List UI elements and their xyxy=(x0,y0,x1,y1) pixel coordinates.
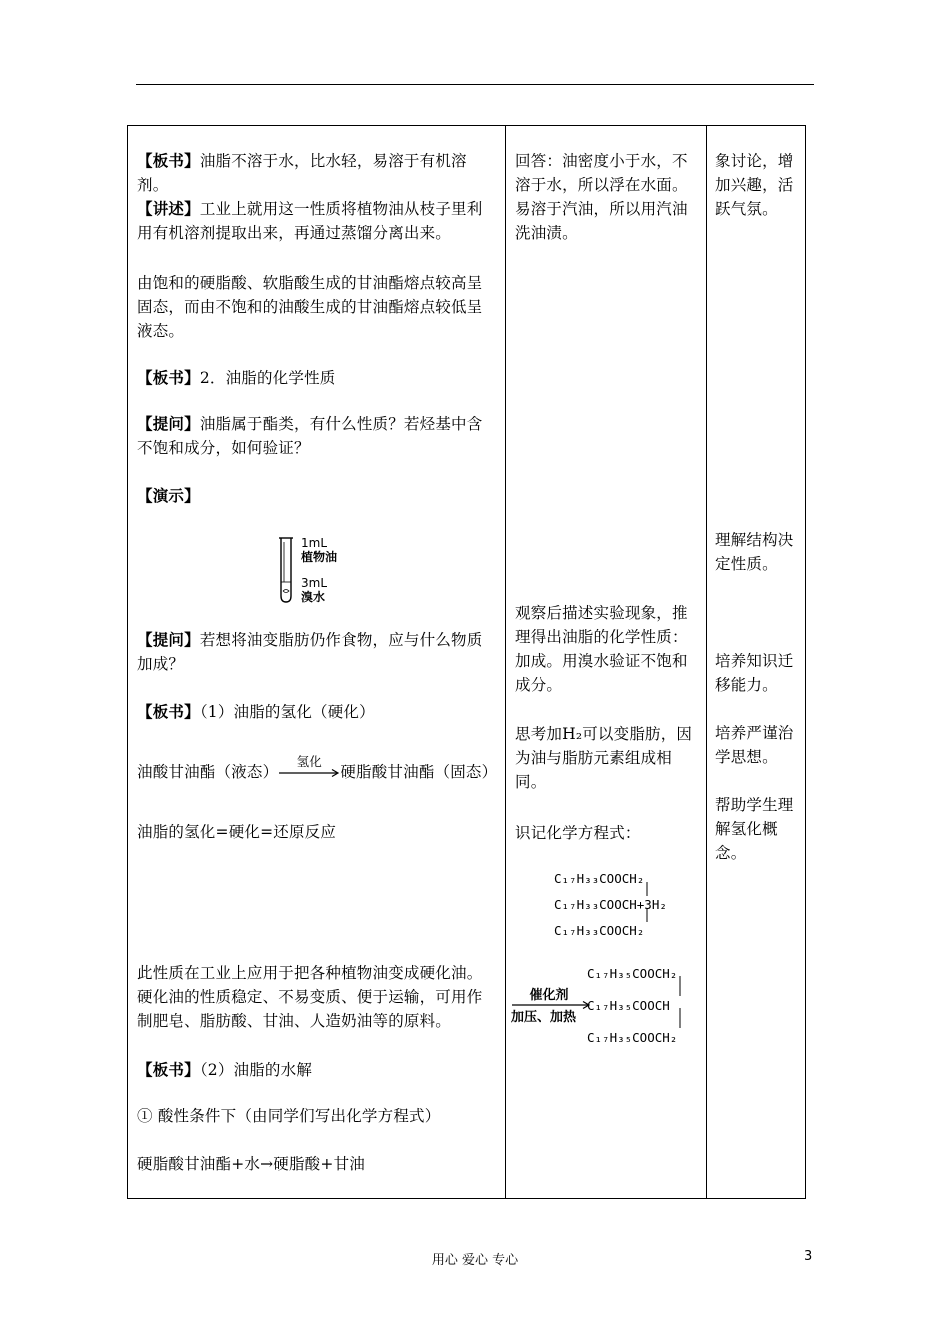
column-divider-1 xyxy=(505,126,506,1198)
eq-arrow xyxy=(278,754,340,784)
tag: 【板书】 xyxy=(137,151,200,170)
left-p8 xyxy=(137,700,497,724)
reactant-structure xyxy=(554,866,667,944)
tag: 【讲述】 xyxy=(137,199,200,218)
left-p11 xyxy=(137,1058,497,1082)
text: （1）油脂的氢化（硬化） xyxy=(199,703,375,721)
eq-condition: 氢化 xyxy=(296,754,323,769)
lesson-table xyxy=(127,125,806,1199)
text: 若想将油变脂肪仍作食物，应与什么物质加成？ xyxy=(137,631,483,673)
tag: 【提问】 xyxy=(137,414,200,433)
text: 硬脂酸甘油酯+水→硬脂酸+甘油 xyxy=(137,1155,365,1173)
tag: 【板书】 xyxy=(137,1060,200,1079)
left-p2 xyxy=(137,197,497,245)
condition-pressure-heat: 加压、加热 xyxy=(511,1010,577,1025)
footer-motto: 用心 爱心 专心 xyxy=(431,1253,519,1268)
test-tube-figure xyxy=(278,536,368,608)
label-1ml: 1mL xyxy=(301,536,328,550)
left-p3 xyxy=(137,271,497,343)
page-number: 3 xyxy=(804,1249,813,1264)
left-p10 xyxy=(137,961,497,1033)
reactant-line-2: C₁₇H₃₃COOCH+3H₂ xyxy=(554,897,667,912)
middle-m4: 识记化学方程式： xyxy=(515,824,641,842)
left-p5 xyxy=(137,412,497,460)
left-p12 xyxy=(137,1104,497,1128)
right-r4: 培养严谨治学思想。 xyxy=(715,724,794,766)
reactant-line-3: C₁₇H₃₃COOCH₂ xyxy=(554,923,645,938)
tag: 【提问】 xyxy=(137,630,200,649)
hydrogenation-equation xyxy=(137,754,498,784)
header-rule xyxy=(136,84,814,85)
product-line-1: C₁₇H₃₅COOCH₂ xyxy=(587,966,678,981)
product-line-3: C₁₇H₃₅COOCH₂ xyxy=(587,1030,678,1045)
left-p9 xyxy=(137,820,497,844)
text: 由饱和的硬脂酸、软脂酸生成的甘油酯熔点较高呈固态，而由不饱和的油酸生成的甘油酯熔点较低呈液态。 xyxy=(137,274,483,340)
right-r2: 理解结构决定性质。 xyxy=(715,531,794,573)
product-structure xyxy=(587,958,677,1054)
product-bonds-icon xyxy=(679,972,681,1052)
middle-m2: 观察后描述实验现象，推理得出油脂的化学性质：加成。用溴水验证不饱和成分。 xyxy=(515,604,688,694)
label-bromine-water: 溴水 xyxy=(301,590,326,604)
reactant-line-1: C₁₇H₃₃COOCH₂ xyxy=(554,871,645,886)
label-3ml: 3mL xyxy=(301,576,328,590)
right-r1: 象讨论，增加兴趣，活跃气氛。 xyxy=(715,152,794,218)
text: 2．油脂的化学性质 xyxy=(199,369,336,387)
label-vegetable-oil: 植物油 xyxy=(301,550,338,564)
text: （2）油脂的水解 xyxy=(199,1061,313,1079)
text: 此性质在工业上应用于把各种植物油变成硬化油。硬化油的性质稳定、不易变质、便于运输，可用作制肥皂、脂肪酸、甘油、人造奶油等的原料。 xyxy=(137,964,483,1030)
middle-m3: 思考加H₂可以变脂肪，因为油与脂肪元素组成相同。 xyxy=(515,725,693,791)
left-p13 xyxy=(137,1152,497,1176)
left-p1 xyxy=(137,149,497,197)
right-r5: 帮助学生理解氢化概念。 xyxy=(715,796,794,862)
reaction-arrow xyxy=(511,984,591,1024)
left-p4 xyxy=(137,366,497,390)
text: ① 酸性条件下（由同学们写出化学方程式） xyxy=(137,1107,441,1125)
column-divider-2 xyxy=(706,126,707,1198)
tag: 【板书】 xyxy=(137,702,200,721)
product-line-2: C₁₇H₃₅COOCH xyxy=(587,998,670,1013)
condition-catalyst: 催化剂 xyxy=(529,988,569,1003)
test-tube-icon xyxy=(278,536,294,604)
text: 工业上就用这一性质将植物油从枝子里利用有机溶剂提取出来，再通过蒸馏分离出来。 xyxy=(137,200,483,242)
left-p6 xyxy=(137,484,497,508)
tag: 【演示】 xyxy=(137,486,200,505)
middle-m1: 回答：油密度小于水，不溶于水，所以浮在水面。易溶于汽油，所以用汽油洗油渍。 xyxy=(515,152,688,242)
arrow-right-icon xyxy=(278,768,340,778)
text: 油脂属于酯类，有什么性质？若烃基中含不饱和成分，如何验证？ xyxy=(137,415,483,457)
reactant-bonds-icon xyxy=(646,878,648,938)
text: 油脂的氢化=硬化=还原反应 xyxy=(137,823,337,841)
tag: 【板书】 xyxy=(137,368,200,387)
eq-reactant: 油酸甘油酯（液态） xyxy=(137,763,279,781)
right-r3: 培养知识迁移能力。 xyxy=(715,652,794,694)
text: 油脂不溶于水，比水轻，易溶于有机溶剂。 xyxy=(137,152,467,194)
left-p7 xyxy=(137,628,497,676)
eq-product: 硬脂酸甘油酯（固态） xyxy=(340,763,498,781)
